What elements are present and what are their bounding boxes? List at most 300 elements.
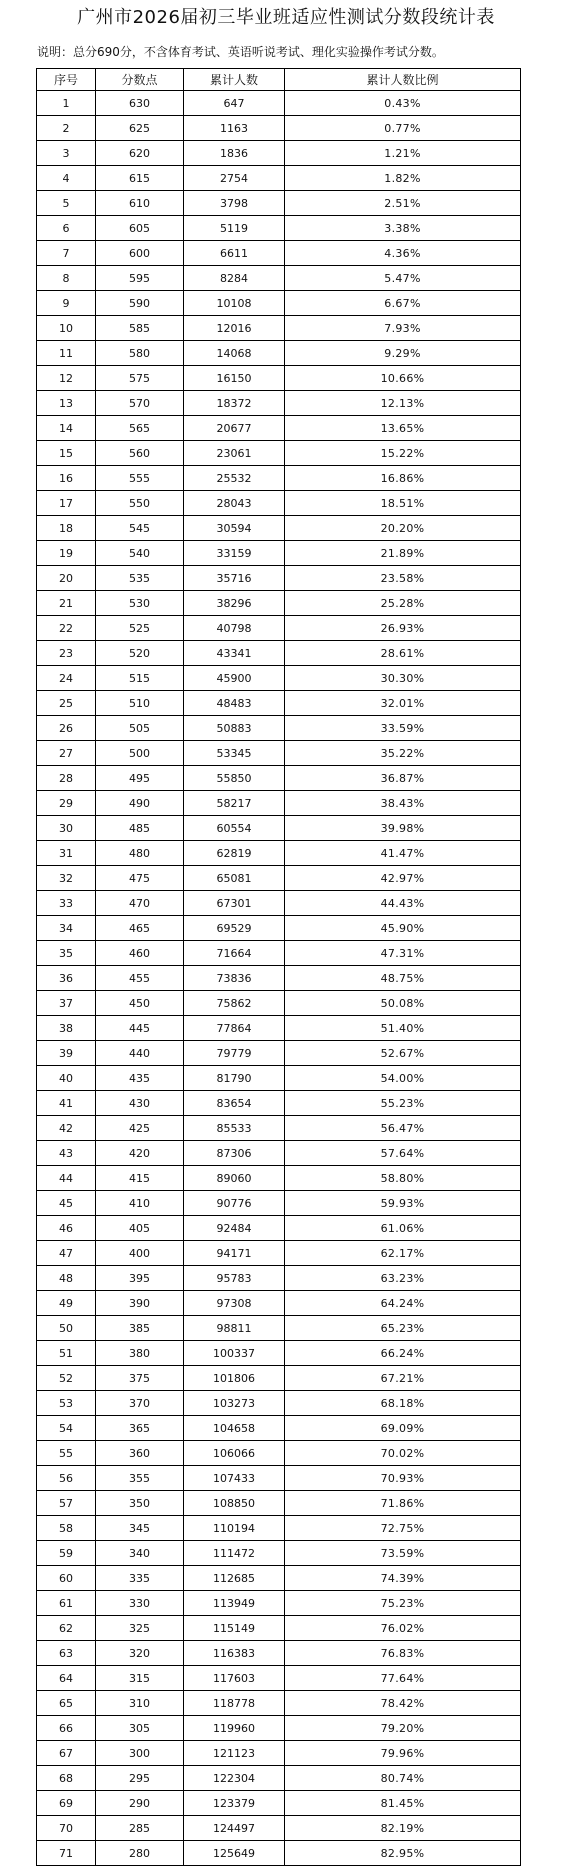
table-header-row [37, 69, 521, 91]
cell-index: 62 [37, 1616, 96, 1641]
table-row [37, 416, 521, 441]
cell-cumulative-ratio: 56.47% [285, 1116, 521, 1141]
cell-score: 565 [96, 416, 184, 441]
cell-cumulative-ratio: 82.95% [285, 1841, 521, 1866]
cell-score: 455 [96, 966, 184, 991]
cell-score: 385 [96, 1316, 184, 1341]
cell-cumulative-ratio: 1.82% [285, 166, 521, 191]
cell-cumulative-ratio: 15.22% [285, 441, 521, 466]
cell-index: 69 [37, 1791, 96, 1816]
table-row [37, 991, 521, 1016]
header-index: 序号 [37, 69, 96, 91]
cell-cumulative-count: 28043 [184, 491, 285, 516]
table-row [37, 316, 521, 341]
cell-score: 435 [96, 1066, 184, 1091]
cell-index: 8 [37, 266, 96, 291]
table-row [37, 441, 521, 466]
table-row [37, 1441, 521, 1466]
cell-score: 300 [96, 1741, 184, 1766]
cell-index: 3 [37, 141, 96, 166]
cell-cumulative-count: 81790 [184, 1066, 285, 1091]
cell-cumulative-count: 104658 [184, 1416, 285, 1441]
cell-index: 19 [37, 541, 96, 566]
cell-cumulative-count: 125649 [184, 1841, 285, 1866]
table-row [37, 1416, 521, 1441]
cell-cumulative-count: 12016 [184, 316, 285, 341]
cell-cumulative-count: 60554 [184, 816, 285, 841]
cell-cumulative-count: 124497 [184, 1816, 285, 1841]
table-row [37, 1291, 521, 1316]
cell-index: 37 [37, 991, 96, 1016]
table-row [37, 241, 521, 266]
table-row [37, 841, 521, 866]
cell-cumulative-ratio: 23.58% [285, 566, 521, 591]
cell-cumulative-ratio: 38.43% [285, 791, 521, 816]
cell-index: 17 [37, 491, 96, 516]
cell-score: 350 [96, 1491, 184, 1516]
cell-index: 61 [37, 1591, 96, 1616]
cell-score: 380 [96, 1341, 184, 1366]
cell-score: 305 [96, 1716, 184, 1741]
cell-index: 65 [37, 1691, 96, 1716]
table-row [37, 1366, 521, 1391]
cell-score: 410 [96, 1191, 184, 1216]
cell-index: 20 [37, 566, 96, 591]
cell-cumulative-ratio: 6.67% [285, 291, 521, 316]
cell-score: 375 [96, 1366, 184, 1391]
cell-score: 490 [96, 791, 184, 816]
cell-score: 405 [96, 1216, 184, 1241]
cell-cumulative-ratio: 21.89% [285, 541, 521, 566]
cell-cumulative-ratio: 47.31% [285, 941, 521, 966]
cell-cumulative-count: 111472 [184, 1541, 285, 1566]
cell-cumulative-count: 75862 [184, 991, 285, 1016]
score-distribution-table [36, 68, 521, 1866]
cell-index: 9 [37, 291, 96, 316]
table-row [37, 766, 521, 791]
cell-cumulative-count: 95783 [184, 1266, 285, 1291]
cell-cumulative-ratio: 71.86% [285, 1491, 521, 1516]
cell-score: 575 [96, 366, 184, 391]
table-row [37, 566, 521, 591]
table-row [37, 291, 521, 316]
cell-index: 11 [37, 341, 96, 366]
cell-cumulative-ratio: 70.02% [285, 1441, 521, 1466]
table-row [37, 916, 521, 941]
cell-index: 40 [37, 1066, 96, 1091]
cell-cumulative-ratio: 18.51% [285, 491, 521, 516]
cell-score: 610 [96, 191, 184, 216]
cell-cumulative-ratio: 78.42% [285, 1691, 521, 1716]
cell-score: 295 [96, 1766, 184, 1791]
cell-cumulative-ratio: 61.06% [285, 1216, 521, 1241]
cell-score: 370 [96, 1391, 184, 1416]
cell-index: 33 [37, 891, 96, 916]
cell-index: 44 [37, 1166, 96, 1191]
cell-index: 50 [37, 1316, 96, 1341]
cell-score: 630 [96, 91, 184, 116]
cell-score: 625 [96, 116, 184, 141]
table-row [37, 1266, 521, 1291]
cell-score: 525 [96, 616, 184, 641]
cell-index: 43 [37, 1141, 96, 1166]
table-row [37, 1566, 521, 1591]
cell-index: 18 [37, 516, 96, 541]
cell-cumulative-ratio: 39.98% [285, 816, 521, 841]
table-row [37, 1666, 521, 1691]
table-row [37, 391, 521, 416]
table-row [37, 1341, 521, 1366]
cell-index: 66 [37, 1716, 96, 1741]
cell-cumulative-count: 77864 [184, 1016, 285, 1041]
cell-cumulative-ratio: 58.80% [285, 1166, 521, 1191]
cell-score: 605 [96, 216, 184, 241]
header-score: 分数点 [96, 69, 184, 91]
cell-score: 615 [96, 166, 184, 191]
table-row [37, 491, 521, 516]
cell-cumulative-count: 65081 [184, 866, 285, 891]
cell-score: 555 [96, 466, 184, 491]
cell-cumulative-ratio: 52.67% [285, 1041, 521, 1066]
cell-score: 335 [96, 1566, 184, 1591]
cell-score: 515 [96, 666, 184, 691]
cell-score: 590 [96, 291, 184, 316]
cell-cumulative-count: 23061 [184, 441, 285, 466]
cell-cumulative-count: 20677 [184, 416, 285, 441]
table-row [37, 1616, 521, 1641]
cell-index: 15 [37, 441, 96, 466]
header-cumulative-count: 累计人数 [184, 69, 285, 91]
cell-score: 535 [96, 566, 184, 591]
cell-index: 25 [37, 691, 96, 716]
cell-score: 450 [96, 991, 184, 1016]
cell-score: 430 [96, 1091, 184, 1116]
table-row [37, 191, 521, 216]
cell-cumulative-ratio: 82.19% [285, 1816, 521, 1841]
cell-score: 445 [96, 1016, 184, 1041]
table-row [37, 1791, 521, 1816]
cell-score: 395 [96, 1266, 184, 1291]
cell-cumulative-ratio: 45.90% [285, 916, 521, 941]
table-row [37, 1741, 521, 1766]
table-row [37, 366, 521, 391]
cell-cumulative-ratio: 77.64% [285, 1666, 521, 1691]
table-row [37, 341, 521, 366]
table-row [37, 1191, 521, 1216]
cell-cumulative-ratio: 79.96% [285, 1741, 521, 1766]
cell-cumulative-ratio: 20.20% [285, 516, 521, 541]
cell-score: 360 [96, 1441, 184, 1466]
cell-cumulative-count: 55850 [184, 766, 285, 791]
cell-score: 465 [96, 916, 184, 941]
cell-index: 57 [37, 1491, 96, 1516]
cell-cumulative-count: 119960 [184, 1716, 285, 1741]
cell-cumulative-count: 89060 [184, 1166, 285, 1191]
cell-cumulative-count: 3798 [184, 191, 285, 216]
cell-cumulative-ratio: 81.45% [285, 1791, 521, 1816]
cell-cumulative-ratio: 51.40% [285, 1016, 521, 1041]
cell-cumulative-count: 83654 [184, 1091, 285, 1116]
cell-cumulative-ratio: 9.29% [285, 341, 521, 366]
table-row [37, 1591, 521, 1616]
table-row [37, 1716, 521, 1741]
table-row [37, 1491, 521, 1516]
cell-cumulative-count: 107433 [184, 1466, 285, 1491]
cell-cumulative-ratio: 74.39% [285, 1566, 521, 1591]
cell-score: 485 [96, 816, 184, 841]
cell-cumulative-count: 97308 [184, 1291, 285, 1316]
cell-index: 64 [37, 1666, 96, 1691]
cell-score: 315 [96, 1666, 184, 1691]
cell-index: 34 [37, 916, 96, 941]
table-row [37, 816, 521, 841]
cell-index: 45 [37, 1191, 96, 1216]
cell-cumulative-ratio: 72.75% [285, 1516, 521, 1541]
cell-index: 4 [37, 166, 96, 191]
cell-index: 56 [37, 1466, 96, 1491]
cell-index: 52 [37, 1366, 96, 1391]
cell-cumulative-count: 112685 [184, 1566, 285, 1591]
cell-index: 51 [37, 1341, 96, 1366]
table-row [37, 1841, 521, 1866]
cell-index: 53 [37, 1391, 96, 1416]
cell-score: 505 [96, 716, 184, 741]
cell-cumulative-ratio: 65.23% [285, 1316, 521, 1341]
table-row [37, 1641, 521, 1666]
cell-index: 59 [37, 1541, 96, 1566]
cell-cumulative-ratio: 32.01% [285, 691, 521, 716]
cell-score: 560 [96, 441, 184, 466]
cell-cumulative-count: 45900 [184, 666, 285, 691]
cell-cumulative-count: 40798 [184, 616, 285, 641]
cell-index: 23 [37, 641, 96, 666]
cell-index: 67 [37, 1741, 96, 1766]
cell-score: 440 [96, 1041, 184, 1066]
cell-cumulative-count: 118778 [184, 1691, 285, 1716]
table-row [37, 516, 521, 541]
table-row [37, 1091, 521, 1116]
table-row [37, 641, 521, 666]
cell-cumulative-count: 10108 [184, 291, 285, 316]
cell-index: 26 [37, 716, 96, 741]
cell-cumulative-ratio: 35.22% [285, 741, 521, 766]
cell-cumulative-count: 90776 [184, 1191, 285, 1216]
cell-cumulative-count: 33159 [184, 541, 285, 566]
cell-cumulative-count: 14068 [184, 341, 285, 366]
cell-score: 345 [96, 1516, 184, 1541]
table-row [37, 716, 521, 741]
cell-cumulative-ratio: 76.83% [285, 1641, 521, 1666]
cell-cumulative-ratio: 69.09% [285, 1416, 521, 1441]
cell-cumulative-ratio: 54.00% [285, 1066, 521, 1091]
cell-cumulative-ratio: 0.43% [285, 91, 521, 116]
cell-score: 460 [96, 941, 184, 966]
table-row [37, 466, 521, 491]
cell-index: 31 [37, 841, 96, 866]
cell-cumulative-ratio: 1.21% [285, 141, 521, 166]
cell-cumulative-ratio: 50.08% [285, 991, 521, 1016]
cell-index: 68 [37, 1766, 96, 1791]
cell-cumulative-count: 67301 [184, 891, 285, 916]
cell-score: 585 [96, 316, 184, 341]
page-title: 广州市2026届初三毕业班适应性测试分数段统计表 [77, 7, 495, 28]
cell-index: 28 [37, 766, 96, 791]
cell-cumulative-count: 6611 [184, 241, 285, 266]
cell-index: 55 [37, 1441, 96, 1466]
cell-cumulative-count: 69529 [184, 916, 285, 941]
table-row [37, 141, 521, 166]
cell-cumulative-ratio: 13.65% [285, 416, 521, 441]
cell-index: 16 [37, 466, 96, 491]
cell-index: 49 [37, 1291, 96, 1316]
cell-index: 46 [37, 1216, 96, 1241]
cell-cumulative-ratio: 10.66% [285, 366, 521, 391]
table-row [37, 1016, 521, 1041]
cell-cumulative-count: 30594 [184, 516, 285, 541]
cell-index: 12 [37, 366, 96, 391]
cell-cumulative-count: 123379 [184, 1791, 285, 1816]
cell-cumulative-count: 117603 [184, 1666, 285, 1691]
cell-index: 7 [37, 241, 96, 266]
table-row [37, 966, 521, 991]
cell-score: 580 [96, 341, 184, 366]
cell-cumulative-ratio: 26.93% [285, 616, 521, 641]
table-row [37, 1541, 521, 1566]
cell-score: 425 [96, 1116, 184, 1141]
table-row [37, 1141, 521, 1166]
table-row [37, 91, 521, 116]
table-row [37, 1041, 521, 1066]
cell-score: 550 [96, 491, 184, 516]
cell-cumulative-count: 122304 [184, 1766, 285, 1791]
cell-cumulative-count: 53345 [184, 741, 285, 766]
cell-score: 400 [96, 1241, 184, 1266]
cell-cumulative-count: 62819 [184, 841, 285, 866]
cell-cumulative-ratio: 59.93% [285, 1191, 521, 1216]
table-row [37, 1241, 521, 1266]
table-row [37, 1516, 521, 1541]
cell-index: 41 [37, 1091, 96, 1116]
cell-index: 5 [37, 191, 96, 216]
cell-cumulative-ratio: 68.18% [285, 1391, 521, 1416]
cell-index: 54 [37, 1416, 96, 1441]
table-row [37, 891, 521, 916]
cell-cumulative-ratio: 41.47% [285, 841, 521, 866]
table-row [37, 866, 521, 891]
cell-index: 29 [37, 791, 96, 816]
cell-index: 10 [37, 316, 96, 341]
table-row [37, 941, 521, 966]
table-row [37, 1316, 521, 1341]
cell-score: 325 [96, 1616, 184, 1641]
cell-cumulative-count: 98811 [184, 1316, 285, 1341]
cell-index: 27 [37, 741, 96, 766]
cell-cumulative-count: 38296 [184, 591, 285, 616]
cell-cumulative-ratio: 25.28% [285, 591, 521, 616]
cell-cumulative-ratio: 80.74% [285, 1766, 521, 1791]
cell-cumulative-count: 43341 [184, 641, 285, 666]
cell-cumulative-ratio: 2.51% [285, 191, 521, 216]
cell-cumulative-count: 1836 [184, 141, 285, 166]
cell-cumulative-ratio: 4.36% [285, 241, 521, 266]
cell-cumulative-count: 647 [184, 91, 285, 116]
cell-score: 310 [96, 1691, 184, 1716]
cell-cumulative-ratio: 7.93% [285, 316, 521, 341]
table-row [37, 691, 521, 716]
cell-cumulative-count: 121123 [184, 1741, 285, 1766]
table-row [37, 666, 521, 691]
cell-score: 320 [96, 1641, 184, 1666]
cell-cumulative-ratio: 70.93% [285, 1466, 521, 1491]
cell-index: 47 [37, 1241, 96, 1266]
cell-cumulative-count: 100337 [184, 1341, 285, 1366]
cell-cumulative-count: 48483 [184, 691, 285, 716]
cell-cumulative-count: 115149 [184, 1616, 285, 1641]
cell-index: 2 [37, 116, 96, 141]
cell-score: 420 [96, 1141, 184, 1166]
cell-cumulative-count: 25532 [184, 466, 285, 491]
cell-cumulative-ratio: 3.38% [285, 216, 521, 241]
table-row [37, 266, 521, 291]
table-row [37, 1816, 521, 1841]
cell-index: 71 [37, 1841, 96, 1866]
cell-score: 355 [96, 1466, 184, 1491]
table-row [37, 1766, 521, 1791]
cell-cumulative-ratio: 75.23% [285, 1591, 521, 1616]
explanatory-note: 说明：总分690分，不含体育考试、英语听说考试、理化实验操作考试分数。 [37, 45, 444, 59]
cell-cumulative-ratio: 28.61% [285, 641, 521, 666]
table-row [37, 791, 521, 816]
cell-score: 480 [96, 841, 184, 866]
cell-index: 42 [37, 1116, 96, 1141]
cell-index: 14 [37, 416, 96, 441]
cell-cumulative-ratio: 73.59% [285, 1541, 521, 1566]
cell-score: 500 [96, 741, 184, 766]
cell-cumulative-ratio: 48.75% [285, 966, 521, 991]
cell-index: 30 [37, 816, 96, 841]
header-cumulative-ratio: 累计人数比例 [285, 69, 521, 91]
cell-cumulative-count: 50883 [184, 716, 285, 741]
cell-cumulative-count: 116383 [184, 1641, 285, 1666]
cell-score: 475 [96, 866, 184, 891]
cell-cumulative-count: 94171 [184, 1241, 285, 1266]
cell-cumulative-count: 35716 [184, 566, 285, 591]
cell-index: 22 [37, 616, 96, 641]
cell-score: 365 [96, 1416, 184, 1441]
cell-cumulative-count: 87306 [184, 1141, 285, 1166]
cell-index: 36 [37, 966, 96, 991]
cell-score: 520 [96, 641, 184, 666]
cell-score: 530 [96, 591, 184, 616]
cell-cumulative-ratio: 62.17% [285, 1241, 521, 1266]
cell-score: 330 [96, 1591, 184, 1616]
cell-score: 495 [96, 766, 184, 791]
cell-index: 60 [37, 1566, 96, 1591]
table-body [37, 91, 521, 1866]
cell-cumulative-ratio: 55.23% [285, 1091, 521, 1116]
cell-score: 545 [96, 516, 184, 541]
cell-cumulative-ratio: 63.23% [285, 1266, 521, 1291]
table-row [37, 541, 521, 566]
cell-cumulative-ratio: 42.97% [285, 866, 521, 891]
cell-index: 38 [37, 1016, 96, 1041]
table-row [37, 1116, 521, 1141]
table-row [37, 1691, 521, 1716]
cell-cumulative-count: 8284 [184, 266, 285, 291]
cell-cumulative-count: 110194 [184, 1516, 285, 1541]
cell-cumulative-count: 2754 [184, 166, 285, 191]
cell-index: 1 [37, 91, 96, 116]
